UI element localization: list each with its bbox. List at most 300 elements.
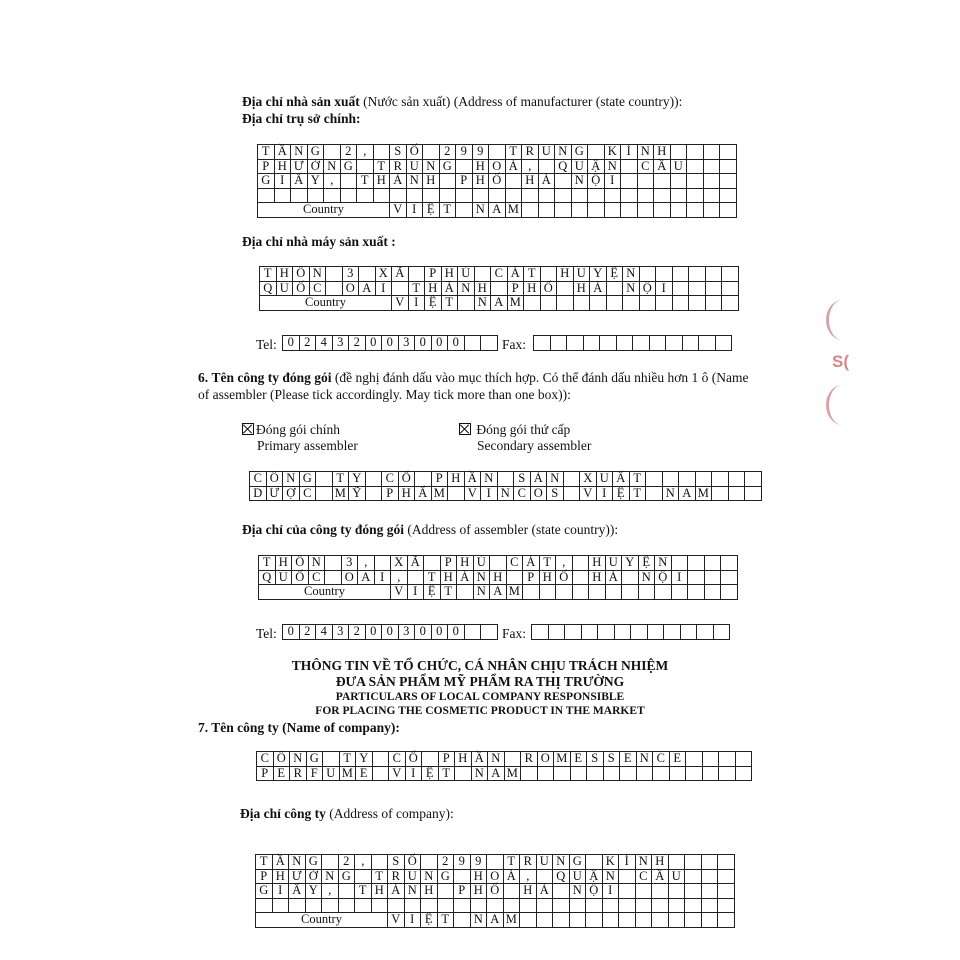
grid-cell (652, 884, 669, 899)
grid-cell (687, 145, 704, 160)
grid-cell (666, 336, 683, 351)
grid-cell (664, 625, 681, 640)
head-office-grid (257, 144, 737, 218)
grid-cell (464, 336, 481, 351)
grid-cell: À (390, 174, 407, 189)
grid-cell: , (391, 570, 408, 585)
grid-cell (704, 585, 721, 600)
grid-cell: G (307, 145, 324, 160)
grid-cell (631, 625, 648, 640)
grid-cell (583, 336, 600, 351)
grid-cell: Á (523, 556, 540, 571)
grid-cell: I (274, 174, 291, 189)
stamp-fragment-text: S( (832, 352, 849, 371)
grid-cell (307, 188, 324, 203)
grid-cell: Ầ (274, 145, 291, 160)
grid-cell (602, 898, 619, 913)
grid-cell: À (388, 884, 405, 899)
grid-cell: Ư (266, 486, 283, 501)
grid-cell: Ệ (606, 267, 623, 282)
grid-cell: 3 (341, 556, 358, 571)
grid-cell (719, 752, 736, 767)
grid-cell (565, 625, 582, 640)
grid-cell (668, 884, 685, 899)
grid-cell (487, 855, 504, 870)
responsible-address-heading (240, 806, 454, 822)
grid-cell: 0 (415, 625, 432, 640)
primary-assembler-en: Primary assembler (257, 438, 358, 453)
grid-cell (497, 472, 514, 487)
grid-cell: H (276, 267, 293, 282)
grid-cell (424, 556, 441, 571)
grid-cell: 3 (332, 336, 349, 351)
grid-cell: Ô (273, 752, 290, 767)
grid-cell (703, 203, 720, 218)
grid-cell: 4 (316, 625, 333, 640)
grid-cell: Í (619, 855, 636, 870)
grid-cell (571, 188, 588, 203)
grid-cell (355, 869, 372, 884)
grid-cell (621, 188, 638, 203)
grid-row (256, 884, 735, 899)
grid-cell (569, 898, 586, 913)
grid-cell: Y (305, 884, 322, 899)
grid-cell (439, 174, 456, 189)
grid-cell: N (497, 486, 514, 501)
grid-cell (685, 869, 702, 884)
responsible-address-label: Địa chỉ công ty (240, 806, 326, 821)
grid-cell: F (306, 766, 323, 781)
grid-cell (720, 203, 737, 218)
grid-cell (614, 625, 631, 640)
grid-cell (522, 188, 539, 203)
grid-cell: P (431, 472, 448, 487)
grid-cell (646, 486, 663, 501)
grid-cell: M (504, 766, 521, 781)
grid-cell (695, 472, 712, 487)
grid-cell (489, 188, 506, 203)
grid-cell: O (489, 159, 506, 174)
grid-cell: Ộ (639, 281, 656, 296)
grid-row (260, 296, 739, 311)
grid-cell: T (629, 472, 646, 487)
grid-cell (635, 898, 652, 913)
grid-cell: H (455, 752, 472, 767)
grid-cell: T (260, 267, 277, 282)
grid-cell: X (391, 556, 408, 571)
grid-cell: Ợ (283, 486, 300, 501)
grid-cell (701, 869, 718, 884)
grid-cell: H (557, 267, 574, 282)
assembler-section-heading (198, 370, 748, 386)
grid-cell: Ệ (421, 913, 438, 928)
responsible-name-grid (256, 751, 752, 781)
grid-cell: T (503, 855, 520, 870)
grid-cell: I (604, 174, 621, 189)
grid-cell: Ổ (398, 472, 415, 487)
grid-cell (586, 898, 603, 913)
grid-cell (553, 913, 570, 928)
grid-cell (272, 898, 289, 913)
grid-cell (569, 913, 586, 928)
assembler-fax-label: Fax: (502, 626, 527, 641)
grid-cell: Ỹ (349, 486, 366, 501)
grid-cell: N (569, 884, 586, 899)
grid-cell (745, 472, 762, 487)
grid-cell: G (306, 752, 323, 767)
grid-cell: N (472, 203, 489, 218)
grid-cell (654, 174, 671, 189)
grid-cell: U (404, 869, 421, 884)
grid-cell (437, 898, 454, 913)
grid-cell (439, 188, 456, 203)
grid-cell (670, 145, 687, 160)
grid-cell (633, 336, 650, 351)
grid-cell: Ầ (652, 869, 669, 884)
grid-cell (688, 585, 705, 600)
grid-cell: H (425, 281, 442, 296)
grid-cell (685, 898, 702, 913)
grid-cell: 0 (431, 336, 448, 351)
grid-cell: N (290, 752, 307, 767)
grid-cell: E (570, 752, 587, 767)
grid-cell (679, 472, 696, 487)
grid-cell: T (332, 472, 349, 487)
manufacturer-tel-label: Tel: (256, 337, 277, 352)
country-label: Country (258, 203, 390, 218)
grid-cell: Ộ (588, 174, 605, 189)
grid-cell (718, 855, 735, 870)
grid-cell (421, 898, 438, 913)
grid-cell (520, 898, 537, 913)
grid-cell: C (653, 752, 670, 767)
grid-row (532, 625, 730, 640)
grid-cell (326, 281, 343, 296)
secondary-assembler-vi: Đóng gói thứ cấp (476, 422, 571, 437)
grid-cell (647, 625, 664, 640)
grid-cell: C (506, 556, 523, 571)
grid-cell: M (503, 913, 520, 928)
grid-cell (672, 296, 689, 311)
grid-cell: M (695, 486, 712, 501)
grid-cell: Ã (392, 267, 409, 282)
grid-cell: Q (259, 570, 276, 585)
grid-cell: D (250, 486, 267, 501)
grid-cell (638, 585, 655, 600)
grid-cell (668, 898, 685, 913)
grid-cell: R (290, 766, 307, 781)
grid-cell: G (305, 855, 322, 870)
grid-cell (721, 585, 738, 600)
grid-cell: H (654, 145, 671, 160)
grid-cell (682, 336, 699, 351)
grid-cell (563, 472, 580, 487)
grid-cell: 2 (439, 145, 456, 160)
grid-cell (685, 913, 702, 928)
grid-cell: Ấ (613, 472, 630, 487)
grid-cell: N (308, 556, 325, 571)
grid-cell: Q (260, 281, 277, 296)
grid-cell (548, 625, 565, 640)
grid-cell: M (507, 296, 524, 311)
grid-cell: A (679, 486, 696, 501)
grid-cell (340, 188, 357, 203)
grid-cell (538, 203, 555, 218)
grid-cell (705, 296, 722, 311)
grid-cell (619, 884, 636, 899)
manufacturer-address-label: Địa chỉ nhà sản xuất (242, 94, 360, 109)
grid-cell: V (580, 486, 597, 501)
grid-cell: K (604, 145, 621, 160)
grid-cell (532, 625, 549, 640)
grid-cell: U (571, 159, 588, 174)
checked-box-icon[interactable] (459, 423, 471, 435)
grid-cell: A (487, 913, 504, 928)
grid-cell: H (448, 472, 465, 487)
grid-cell: P (507, 281, 524, 296)
grid-cell: T (339, 752, 356, 767)
grid-cell: P (382, 486, 399, 501)
grid-cell: V (389, 766, 406, 781)
grid-cell (621, 159, 638, 174)
grid-cell: 0 (382, 336, 399, 351)
grid-cell (570, 766, 587, 781)
grid-cell: T (441, 296, 458, 311)
grid-cell: C (491, 267, 508, 282)
grid-cell: N (555, 145, 572, 160)
grid-cell: , (556, 556, 573, 571)
grid-cell: I (596, 486, 613, 501)
responsible-heading-en-2: FOR PLACING THE COSMETIC PRODUCT IN THE MARKET (315, 705, 645, 717)
grid-cell (653, 766, 670, 781)
grid-cell: R (521, 752, 538, 767)
grid-cell: N (623, 281, 640, 296)
manufacturer-address-heading (242, 94, 682, 110)
grid-cell: Ú (473, 556, 490, 571)
grid-cell: 2 (340, 145, 357, 160)
responsible-address-suffix: (Address of company): (329, 806, 454, 821)
grid-cell (722, 281, 739, 296)
grid-cell (274, 188, 291, 203)
grid-cell: 0 (415, 336, 432, 351)
grid-cell (457, 585, 474, 600)
grid-cell (622, 585, 639, 600)
grid-cell: Ầ (471, 752, 488, 767)
grid-cell (338, 884, 355, 899)
grid-cell: N (283, 472, 300, 487)
grid-cell (689, 296, 706, 311)
grid-cell (697, 625, 714, 640)
grid-cell (340, 174, 357, 189)
grid-cell: U (275, 570, 292, 585)
grid-cell (712, 486, 729, 501)
grid-cell: G (299, 472, 316, 487)
grid-cell: Ố (556, 570, 573, 585)
grid-row (258, 159, 737, 174)
grid-cell: Ố (293, 281, 310, 296)
grid-cell: I (404, 913, 421, 928)
grid-cell (448, 486, 465, 501)
grid-cell (557, 281, 574, 296)
grid-cell: P (454, 884, 471, 899)
stamp-seal-top (826, 300, 859, 340)
grid-cell: Y (356, 752, 373, 767)
grid-cell (635, 884, 652, 899)
checked-box-icon[interactable] (242, 423, 254, 435)
grid-cell: N (602, 869, 619, 884)
grid-cell (572, 570, 589, 585)
grid-cell: H (275, 556, 292, 571)
grid-cell: P (456, 174, 473, 189)
section-6-title: Tên công ty đóng gói (211, 370, 332, 385)
grid-cell: H (441, 267, 458, 282)
grid-cell: , (357, 145, 374, 160)
grid-cell: 9 (456, 145, 473, 160)
grid-cell (701, 898, 718, 913)
grid-cell (538, 159, 555, 174)
grid-cell (322, 855, 339, 870)
grid-cell: 9 (470, 855, 487, 870)
grid-cell: U (605, 556, 622, 571)
grid-cell (503, 898, 520, 913)
grid-cell: G (258, 174, 275, 189)
grid-cell: R (388, 869, 405, 884)
grid-cell: , (324, 174, 341, 189)
grid-cell: H (272, 869, 289, 884)
grid-cell: H (524, 281, 541, 296)
grid-cell (639, 296, 656, 311)
grid-cell (505, 174, 522, 189)
grid-cell: H (470, 869, 487, 884)
grid-cell (606, 281, 623, 296)
grid-cell (605, 585, 622, 600)
grid-cell (503, 884, 520, 899)
grid-cell: C (308, 570, 325, 585)
grid-cell (616, 336, 633, 351)
assembler-address-label: Địa chỉ của công ty đóng gói (242, 522, 405, 537)
grid-cell (686, 766, 703, 781)
grid-cell: 2 (349, 336, 366, 351)
grid-cell (567, 336, 584, 351)
grid-cell (324, 145, 341, 160)
grid-cell: T (256, 855, 273, 870)
grid-cell: I (375, 281, 392, 296)
grid-cell (720, 159, 737, 174)
grid-cell (718, 898, 735, 913)
grid-cell (735, 752, 752, 767)
grid-cell: T (437, 913, 454, 928)
grid-cell (621, 174, 638, 189)
grid-cell (604, 188, 621, 203)
grid-cell (687, 188, 704, 203)
grid-cell: , (522, 159, 539, 174)
grid-cell: Ệ (422, 766, 439, 781)
grid-row (260, 281, 739, 296)
grid-cell: 3 (332, 625, 349, 640)
grid-cell: Q (553, 869, 570, 884)
grid-cell: N (488, 752, 505, 767)
grid-cell (258, 188, 275, 203)
grid-cell (589, 585, 606, 600)
grid-cell (581, 625, 598, 640)
grid-cell (422, 752, 439, 767)
grid-row (258, 145, 737, 160)
grid-cell (456, 203, 473, 218)
grid-cell: I (405, 766, 422, 781)
grid-cell: N (473, 570, 490, 585)
grid-cell (671, 556, 688, 571)
grid-cell (701, 913, 718, 928)
grid-cell (636, 766, 653, 781)
grid-cell: 9 (472, 145, 489, 160)
manufacturer-address-label-suffix: (Nước sản xuất) (Address of manufacturer (state country)): (363, 94, 683, 109)
grid-cell (563, 486, 580, 501)
grid-cell: N (604, 159, 621, 174)
grid-cell: H (274, 159, 291, 174)
grid-cell (550, 336, 567, 351)
grid-cell (423, 188, 440, 203)
grid-cell: I (481, 486, 498, 501)
grid-cell (458, 296, 475, 311)
grid-cell (474, 267, 491, 282)
grid-cell (357, 188, 374, 203)
grid-cell: H (573, 281, 590, 296)
grid-cell: Ờ (305, 869, 322, 884)
grid-cell: Ổ (405, 752, 422, 767)
grid-cell (654, 188, 671, 203)
grid-cell: U (670, 159, 687, 174)
grid-cell: V (391, 585, 408, 600)
grid-cell (600, 336, 617, 351)
grid-cell (572, 585, 589, 600)
grid-cell (322, 898, 339, 913)
grid-cell: T (524, 267, 541, 282)
grid-cell: U (323, 766, 340, 781)
grid-cell: Ệ (425, 296, 442, 311)
grid-cell: S (603, 752, 620, 767)
grid-cell (374, 556, 391, 571)
grid-cell: 2 (349, 625, 366, 640)
grid-cell (454, 913, 471, 928)
grid-cell: H (589, 556, 606, 571)
grid-cell (325, 570, 342, 585)
grid-cell: N (571, 174, 588, 189)
country-label: Country (260, 296, 392, 311)
grid-row (260, 267, 739, 282)
grid-cell (289, 898, 306, 913)
grid-cell (355, 898, 372, 913)
section-7-title: 7. Tên công ty (Name of company): (198, 720, 400, 735)
grid-cell: N (638, 570, 655, 585)
grid-cell: N (289, 855, 306, 870)
grid-cell: 3 (342, 267, 359, 282)
grid-row (258, 203, 737, 218)
grid-cell (689, 281, 706, 296)
secondary-assembler-option[interactable] (459, 422, 570, 438)
grid-cell (719, 766, 736, 781)
grid-cell (390, 188, 407, 203)
grid-cell (456, 188, 473, 203)
section-6-note-1: (đề nghị đánh dấu vào mục thích hợp. Có thể đánh dấu nhiều hơn 1 ô (Name (334, 370, 749, 385)
grid-cell (622, 570, 639, 585)
grid-row (250, 472, 762, 487)
primary-assembler-option[interactable] (242, 422, 340, 438)
grid-row (534, 336, 732, 351)
grid-cell: N (655, 556, 672, 571)
grid-cell: N (421, 869, 438, 884)
grid-cell: T (629, 486, 646, 501)
grid-cell (316, 472, 333, 487)
